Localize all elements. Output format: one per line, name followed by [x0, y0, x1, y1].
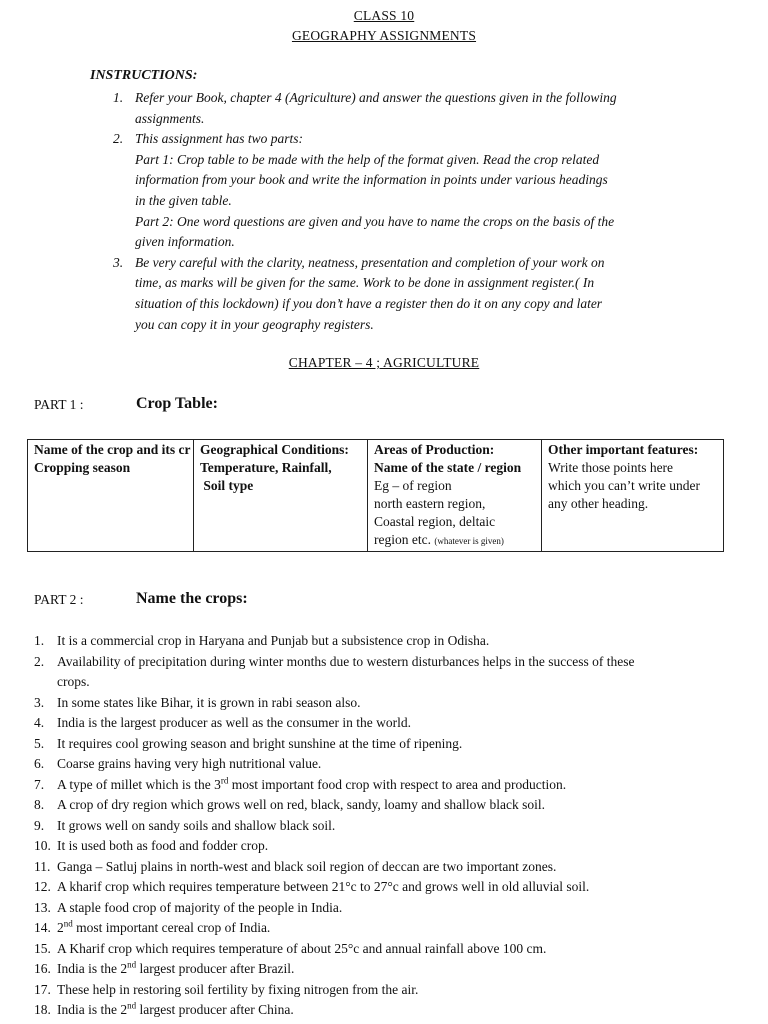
question-item — [34, 713, 734, 734]
question-text: It grows well on sandy soils and shallow black soil. — [57, 817, 336, 833]
soil-type-header: Soil type — [200, 478, 254, 493]
question-text: These help in restoring soil fertility by fixing nitrogen from the air. — [57, 981, 419, 997]
crop-name-header: Name of the crop and its cr — [34, 442, 191, 457]
question-text: 2 — [57, 920, 64, 935]
question-item — [34, 898, 734, 919]
instruction-number: 1. — [113, 90, 124, 105]
question-text: It is used both as food and fodder crop. — [57, 838, 269, 853]
question-number: 11. — [34, 858, 51, 874]
question-number: 8. — [34, 797, 45, 812]
chapter-title: CHAPTER – 4 ; AGRICULTURE — [288, 355, 480, 370]
areas-example: Eg – of region — [374, 478, 452, 493]
question-number: 1. — [34, 633, 45, 648]
question-number: 3. — [34, 694, 45, 710]
instruction-line: Part 1: Crop table to be made with the help of the format given. Read the crop related — [135, 151, 600, 167]
question-list — [34, 631, 734, 1021]
question-text: Ganga – Satluj plains in north-west and black soil region of deccan are two important zones. — [57, 858, 557, 874]
ordinal-suffix: nd — [127, 959, 137, 970]
question-item — [34, 754, 734, 775]
question-text: A Kharif crop which requires temperature of about 25°c and annual rainfall above 100 cm. — [57, 940, 547, 956]
question-text: A type of millet which is the 3 — [57, 776, 221, 792]
geo-conditions-subheader: Temperature, Rainfall, — [200, 460, 332, 475]
question-item — [34, 775, 734, 796]
question-item — [34, 631, 734, 652]
question-item — [34, 980, 734, 1001]
question-item — [34, 877, 734, 898]
instruction-line: Refer your Book, chapter 4 (Agriculture) and answer the questions given in the following — [135, 90, 617, 105]
part2-title: Name the crops: — [136, 590, 248, 607]
other-features-text: Write those points here — [548, 460, 674, 475]
instruction-line: you can copy it in your geography registers. — [135, 316, 374, 332]
question-text: India is the 2 — [57, 1002, 128, 1017]
question-text: A kharif crop which requires temperature between 21°c to 27°c and grows well in old alluvial soil. — [57, 879, 590, 894]
instruction-line: Part 2: One word questions are given and you have to name the crops on the basis of the — [135, 213, 615, 229]
question-text: Coarse grains having very high nutritional value. — [57, 756, 322, 771]
areas-example — [374, 531, 535, 550]
question-text: most important food crop with respect to area and production. — [228, 776, 567, 792]
areas-header: Areas of Production: — [374, 442, 495, 457]
part1-title: Crop Table: — [136, 395, 218, 412]
instruction-line: information from your book and write the information in points under various headings — [135, 172, 608, 188]
areas-example: Coastal region, deltaic — [374, 514, 496, 529]
question-item — [34, 795, 734, 816]
question-text: largest producer after Brazil. — [136, 961, 295, 976]
question-number: 17. — [34, 981, 51, 997]
question-number: 10. — [34, 838, 51, 853]
question-item — [34, 939, 734, 960]
class-title: CLASS 10 — [353, 8, 415, 23]
question-text: It is a commercial crop in Haryana and Punjab but a subsistence crop in Odisha. — [57, 633, 490, 648]
instruction-line: in the given table. — [135, 192, 232, 208]
question-text: It requires cool growing season and bright sunshine at the time of ripening. — [57, 735, 463, 751]
question-item — [34, 836, 734, 857]
question-text: A staple food crop of majority of the people in India. — [57, 899, 343, 915]
geo-conditions-column — [194, 440, 368, 552]
question-text: In some states like Bihar, it is grown in rabi season also. — [57, 694, 361, 710]
other-features-text: any other heading. — [548, 496, 649, 511]
question-item — [34, 652, 734, 693]
question-number: 16. — [34, 961, 51, 976]
question-number: 15. — [34, 940, 51, 956]
question-number: 13. — [34, 899, 51, 915]
question-number: 9. — [34, 817, 45, 833]
other-features-text: which you can’t write under — [548, 478, 700, 493]
question-item — [34, 693, 734, 714]
areas-example: north eastern region, — [374, 496, 486, 511]
instructions-list — [113, 88, 683, 335]
question-number: 4. — [34, 715, 45, 730]
areas-subheader: Name of the state / region — [374, 460, 522, 475]
ordinal-suffix: rd — [220, 775, 229, 785]
question-number: 6. — [34, 756, 45, 771]
part2-label: PART 2 : — [34, 592, 84, 607]
crop-name-column — [28, 440, 194, 552]
question-text: India is the 2 — [57, 961, 128, 976]
instruction-number: 2. — [113, 131, 124, 147]
question-text: largest producer after China. — [136, 1002, 294, 1017]
ordinal-suffix: nd — [127, 1000, 137, 1011]
ordinal-suffix: nd — [63, 918, 73, 929]
question-text: A crop of dry region which grows well on red, black, sandy, loamy and shallow black soil. — [57, 797, 546, 812]
other-features-column — [542, 440, 724, 552]
question-text: most important cereal crop of India. — [72, 920, 271, 935]
instruction-line: given information. — [135, 234, 235, 250]
question-item — [34, 918, 734, 939]
crop-table-header-row — [28, 440, 724, 552]
instruction-item — [113, 253, 683, 335]
instruction-number: 3. — [113, 254, 124, 270]
areas-note: (whatever is given) — [434, 536, 504, 546]
question-number: 5. — [34, 735, 45, 751]
instruction-item — [113, 88, 683, 129]
geo-conditions-header: Geographical Conditions: — [200, 442, 349, 457]
instruction-item — [113, 129, 683, 253]
areas-example-text: region etc. — [374, 532, 431, 547]
question-text: crops. — [57, 674, 90, 689]
question-item — [34, 734, 734, 755]
areas-column — [368, 440, 542, 552]
instruction-line: Be very careful with the clarity, neatness, presentation and completion of your work on — [135, 254, 605, 270]
instruction-line: time, as marks will be given for the same. Work to be done in assignment register.( In — [135, 275, 595, 291]
other-features-header: Other important features: — [548, 442, 699, 457]
assignment-title: GEOGRAPHY ASSIGNMENTS — [291, 28, 477, 43]
instruction-line: This assignment has two parts: — [135, 131, 304, 147]
question-number: 14. — [34, 920, 51, 935]
instructions-heading: INSTRUCTIONS: — [90, 68, 198, 83]
question-item — [34, 1000, 734, 1021]
instruction-line: situation of this lockdown) if you don’t have a register then do it on any copy and later — [135, 295, 603, 311]
question-number: 7. — [34, 776, 45, 792]
question-item — [34, 816, 734, 837]
instruction-line: assignments. — [135, 110, 205, 126]
question-number: 18. — [34, 1002, 51, 1017]
crop-table — [27, 439, 724, 552]
question-number: 2. — [34, 653, 45, 669]
question-text: Availability of precipitation during winter months due to western disturbances helps in the success of these — [57, 653, 635, 669]
question-text: India is the largest producer as well as the consumer in the world. — [57, 715, 412, 730]
part1-label: PART 1 : — [34, 397, 84, 412]
question-item — [34, 959, 734, 980]
cropping-season-header: Cropping season — [34, 460, 131, 475]
question-item — [34, 857, 734, 878]
question-number: 12. — [34, 879, 51, 894]
